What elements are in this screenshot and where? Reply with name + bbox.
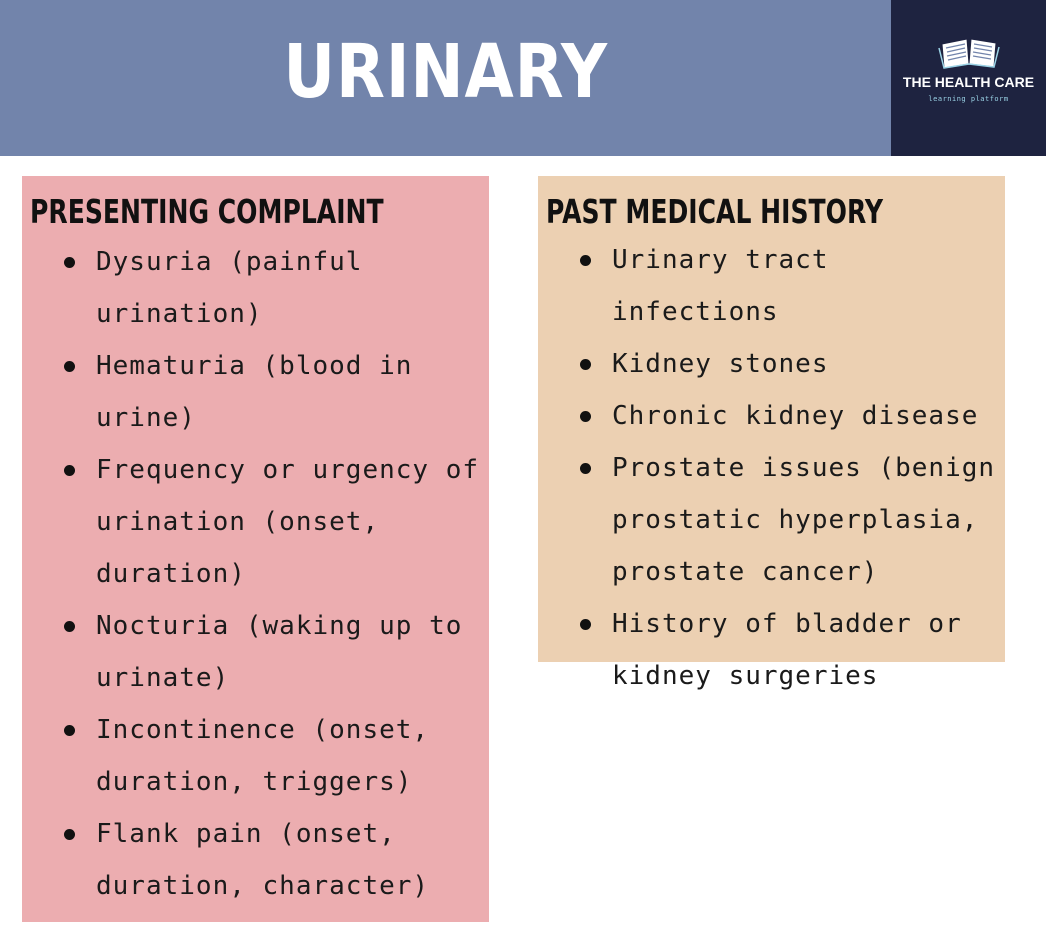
bullet-icon xyxy=(580,359,591,370)
list-item xyxy=(96,444,483,600)
bullet-icon xyxy=(580,255,591,266)
bullet-icon xyxy=(64,361,75,372)
bullet-icon xyxy=(64,621,75,632)
list-item xyxy=(96,704,483,808)
page-title: URINARY xyxy=(283,29,608,115)
list-item-text: Urinary tract infections xyxy=(612,245,829,327)
list-item-text: Kidney stones xyxy=(612,349,829,379)
bullet-icon xyxy=(64,257,75,268)
list-item xyxy=(612,338,999,390)
past-medical-history-card xyxy=(538,176,1005,691)
list-item-text: Frequency or urgency of urination (onset, duration) xyxy=(96,455,480,589)
presenting-complaint-list xyxy=(96,236,483,912)
bullet-icon xyxy=(580,619,591,630)
past-medical-history-heading: PAST MEDICAL HISTORY xyxy=(546,192,884,231)
title-banner xyxy=(0,0,891,156)
bullet-icon xyxy=(64,829,75,840)
list-item xyxy=(612,390,999,442)
list-item-text: History of bladder or kidney surgeries xyxy=(612,609,962,691)
past-medical-history-list xyxy=(612,234,999,702)
list-item-text: Hematuria (blood in urine) xyxy=(96,351,413,433)
brand-tagline: learning platform xyxy=(928,95,1009,103)
list-item xyxy=(612,598,999,702)
list-item-text: Chronic kidney disease xyxy=(612,401,979,431)
open-book-icon xyxy=(936,34,1002,72)
list-item xyxy=(96,600,483,704)
list-item-text: Nocturia (waking up to urinate) xyxy=(96,611,463,693)
bullet-icon xyxy=(580,463,591,474)
list-item-text: Flank pain (onset, duration, character) xyxy=(96,819,430,901)
brand-logo xyxy=(891,0,1046,156)
presenting-complaint-card xyxy=(22,176,489,922)
brand-name: THE HEALTH CARE xyxy=(902,74,1035,90)
presenting-complaint-heading: PRESENTING COMPLAINT xyxy=(30,192,384,231)
list-item xyxy=(96,808,483,912)
bullet-icon xyxy=(64,725,75,736)
list-item xyxy=(612,442,999,598)
list-item xyxy=(96,236,483,340)
list-item xyxy=(612,234,999,338)
bullet-icon xyxy=(64,465,75,476)
list-item-text: Dysuria (painful urination) xyxy=(96,247,363,329)
list-item-text: Incontinence (onset, duration, triggers) xyxy=(96,715,430,797)
bullet-icon xyxy=(580,411,591,422)
list-item-text: Prostate issues (benign prostatic hyperplasia, prostate cancer) xyxy=(612,453,996,587)
list-item xyxy=(96,340,483,444)
